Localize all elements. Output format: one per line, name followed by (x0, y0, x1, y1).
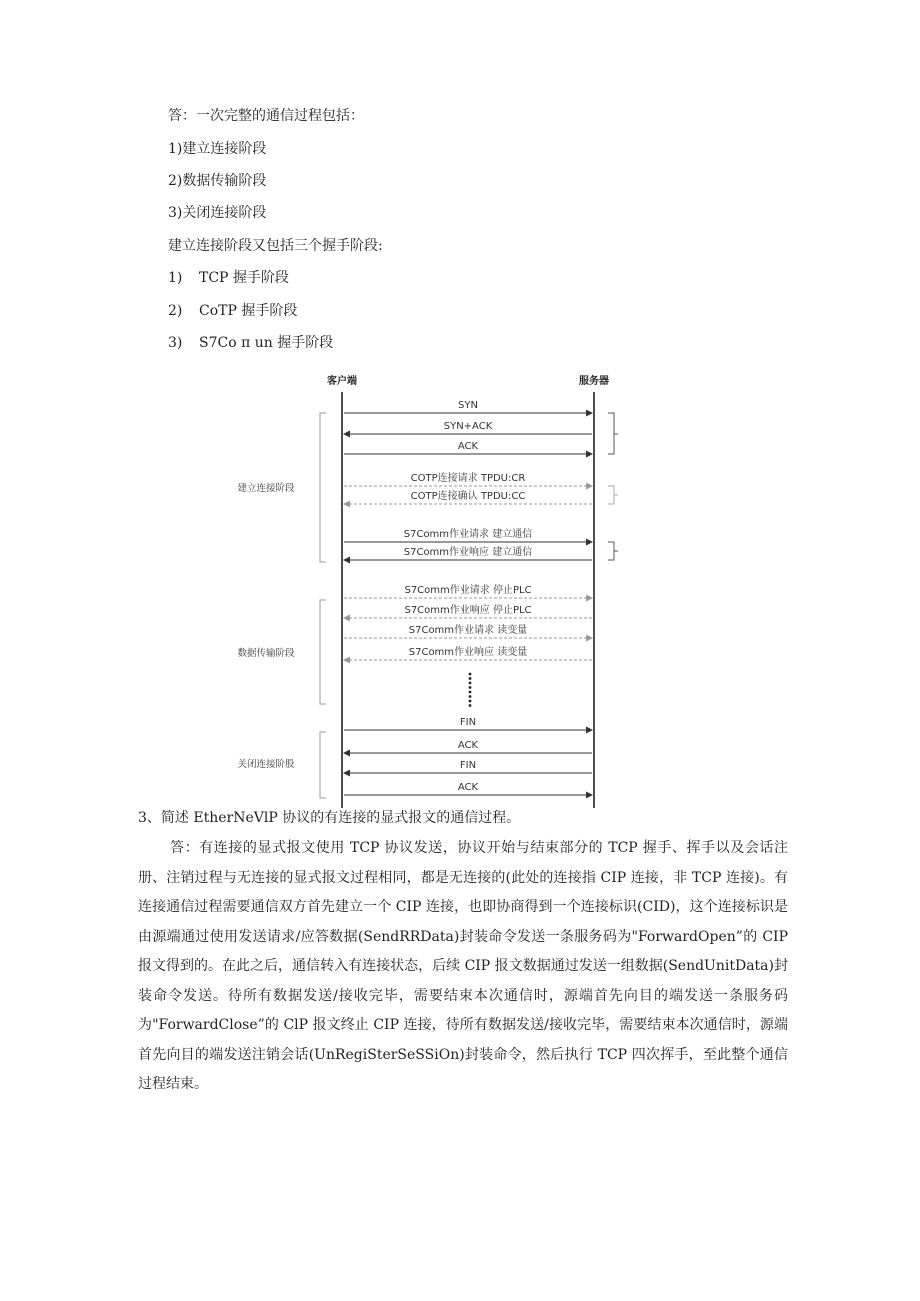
continuation-dot (469, 677, 472, 680)
message-label: ACK (457, 740, 479, 751)
continuation-dot (469, 682, 472, 685)
message-label: S7Comm作业请求 读变量 (408, 625, 528, 636)
sequence-diagram-svg (220, 368, 640, 813)
message-label: ACK (457, 782, 479, 793)
message-label: S7Comm作业请求 停止PLC (404, 585, 532, 596)
sub-intro: 建立连接阶段又包括三个握手阶段: (168, 238, 383, 254)
continuation-dots (469, 673, 472, 707)
bracket-tcp (608, 413, 618, 454)
message-label: COTP连接确认 TPDU:CC (410, 491, 526, 502)
message-label: S7Comm作业请求 建立通信 (403, 529, 533, 540)
bracket-cotp (608, 486, 618, 504)
continuation-dot (469, 704, 472, 707)
answer-intro: 答：一次完整的通信过程包括： (168, 108, 364, 124)
handshake-text: S7Co π un 握手阶段 (199, 335, 334, 351)
message-label: FIN (459, 717, 477, 728)
phase-item: 2)数据传输阶段 (168, 173, 267, 189)
message-label: ACK (457, 441, 479, 452)
message-label: COTP连接请求 TPDU:CR (410, 473, 526, 484)
message-label: FIN (459, 760, 477, 771)
sequence-diagram (220, 368, 640, 813)
continuation-dot (469, 691, 472, 694)
section-heading: 3、简述 EtherNeVlP 协议的有连接的显式报文的通信过程。 (138, 810, 521, 826)
message-label: SYN (458, 400, 478, 411)
answer-paragraph: 答：有连接的显式报文使用 TCP 协议发送，协议开始与结束部分的 TCP 握手、挥手以及会话注册、注销过程与无连接的显式报文过程相同，都是无连接的(此处的连接指 CIP 连接，非 TCP 连接)。有连接通信过程需要通信双方首先建立一个 CIP 连接，也即协商得到一个连接标识(CID)，这个连接标识是由源端通过使用发送请求/应答数据(SendRRData)封装命令发送一条服务码为"ForwardOpen”的 CIP 报文得到的。在此之后，通信转入有连接状态，后续 CIP 报文数据通过发送一组数据(SendUnitData)封装命令发送。待所有数据发送/接收完毕，需要结束本次通信时，源端首先向目的端发送一条服务码为"ForwardClose”的 ClP 报文终止 CIP 连接，待所有数据发送/接收完毕，需要结束本次通信时，源端首先向目的端发送注销会话(UnRegiSterSeSSiOn)封装命令，然后执行 TCP 四次挥手，至此整个通信过程结束。 (138, 840, 788, 1092)
phase-label-setup: 建立连接阶段 (237, 483, 295, 494)
message-label: S7Comm作业响应 读变量 (408, 647, 528, 658)
handshake-number: 2) (168, 303, 183, 319)
continuation-dot (469, 695, 472, 698)
client-label: 客户端 (327, 376, 357, 387)
phase-item: 3)关闭连接阶段 (168, 205, 267, 221)
handshake-number: 3) (168, 335, 183, 351)
continuation-dot (469, 686, 472, 689)
bracket-s7comm (608, 542, 618, 560)
handshake-text: TCP 握手阶段 (199, 270, 289, 286)
continuation-dot (469, 673, 472, 676)
message-label: SYN+ACK (443, 421, 493, 432)
phase-label-transfer: 数据传输阶段 (237, 648, 295, 659)
bracket-setup (320, 413, 326, 562)
handshake-text: CoTP 握手阶段 (199, 303, 298, 319)
handshake-number: 1) (168, 270, 183, 286)
phase-item: 1)建立连接阶段 (168, 141, 267, 157)
bracket-transfer (320, 600, 326, 704)
phase-label-close: 关闭连接阶股 (237, 759, 295, 770)
server-label: 服务器 (579, 376, 609, 387)
message-label: S7Comm作业响应 停止PLC (404, 605, 532, 616)
bracket-close (320, 732, 326, 798)
message-label: S7Comm作业响应 建立通信 (403, 547, 533, 558)
continuation-dot (469, 700, 472, 703)
